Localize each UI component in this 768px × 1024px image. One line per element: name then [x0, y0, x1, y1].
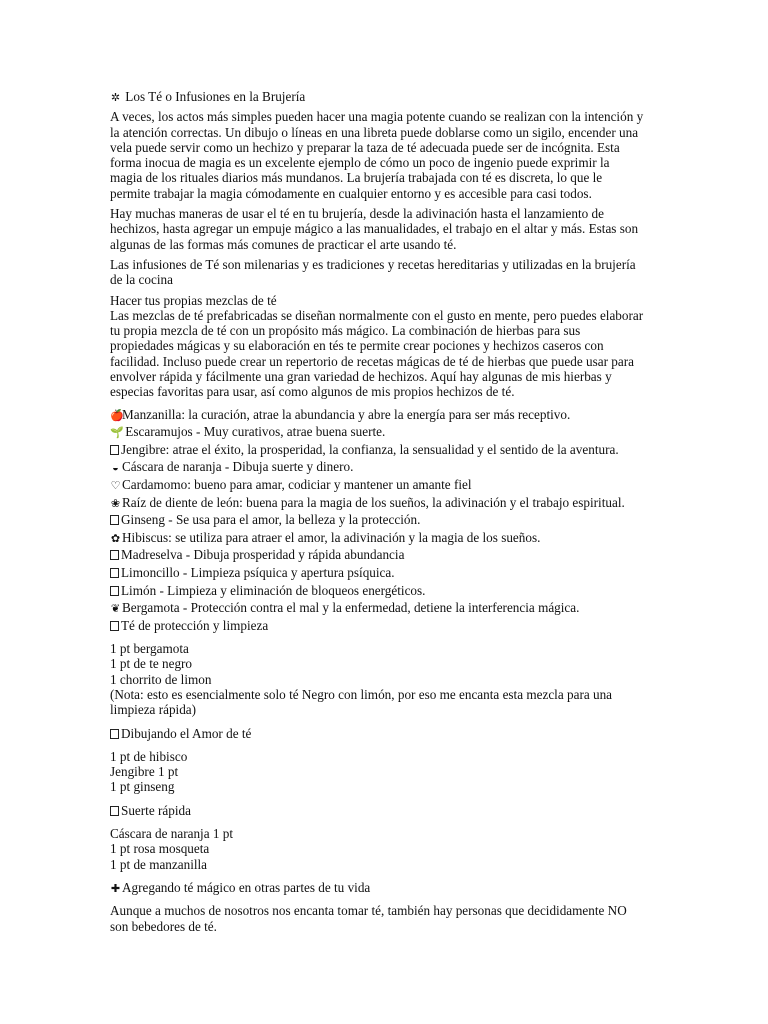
orange-slice-icon: ◒	[112, 462, 119, 475]
list-item	[110, 600, 660, 615]
box-icon	[110, 550, 119, 560]
final-heading: Agregando té mágico en otras partes de tu vida	[122, 879, 371, 895]
list-item	[110, 495, 660, 510]
text-line: Cáscara de naranja 1 pt	[110, 826, 234, 842]
herb-text: Raíz de diente de león: buena para la magia de los sueños, la adivinación y el trabajo espiritual.	[122, 494, 625, 510]
hibiscus-icon: ✿	[110, 532, 121, 545]
list-item	[110, 583, 660, 598]
herb-text: Manzanilla: la curación, atrae la abundancia y abre la energía para ser más receptivo.	[122, 406, 571, 422]
recipe-love-title-row	[110, 726, 660, 741]
recipe-love	[110, 749, 660, 795]
document-title-row	[110, 89, 660, 104]
list-item	[110, 530, 660, 545]
text-line: tu propia mezcla de té con un propósito más mágico. La combinación de hierbas para sus	[110, 323, 581, 339]
sprout-icon: 🌱	[110, 427, 124, 440]
box-icon	[110, 586, 119, 596]
text-line: facilidad. Incluso puede crear un repertorio de recetas mágicas de té de hierbas que puede usar para	[110, 353, 634, 369]
list-item	[110, 547, 660, 562]
box-icon	[110, 568, 119, 578]
text-line: 1 pt ginseng	[110, 779, 175, 795]
recipe-title: Suerte rápida	[121, 802, 191, 818]
text-line: forma inocua de magia es un excelente ejemplo de cómo un poco de ingenio puede exprimir la	[110, 155, 610, 171]
recipe-luck-title-row	[110, 803, 660, 818]
herb-text: Limón - Limpieza y eliminación de bloqueos energéticos.	[121, 582, 426, 598]
recipe-protection	[110, 641, 660, 717]
document-title: Los Té o Infusiones en la Brujería	[125, 89, 306, 104]
herb-text: Cardamomo: bueno para amar, codiciar y mantener un amante fiel	[122, 477, 472, 493]
document-page	[110, 89, 660, 939]
text-line: de la cocina	[110, 272, 173, 288]
text-line: permite trabajar la magia cómodamente en cualquier entorno y es accesible para casi todos.	[110, 185, 592, 201]
leaf-icon: ❦	[110, 603, 121, 616]
herb-text: Limoncillo - Limpieza psíquica y apertura psíquica.	[121, 564, 395, 580]
text-line: limpieza rápida)	[110, 702, 197, 718]
box-icon	[110, 621, 119, 631]
text-line: magia de los rituales diarios más mundanos. La brujería trabajada con té es discreta, lo que le	[110, 170, 603, 186]
text-line: hechizos, hasta agregar un empuje mágico a las manualidades, el trabajo en el altar y más. Estas son	[110, 221, 639, 237]
text-line: 1 chorrito de limon	[110, 671, 212, 687]
recipe-luck	[110, 826, 660, 872]
list-item	[110, 442, 660, 457]
list-item	[110, 459, 660, 474]
text-line: Las infusiones de Té son milenarias y es tradiciones y recetas hereditarias y utilizadas en la brujería	[110, 256, 636, 272]
list-item	[110, 565, 660, 580]
text-line: especias favoritas para usar, así como algunos de mis propios hechizos de té.	[110, 384, 515, 400]
box-icon	[110, 515, 119, 525]
herb-text: Madreselva - Dibuja prosperidad y rápida abundancia	[121, 547, 405, 563]
text-line: 1 pt de hibisco	[110, 748, 188, 764]
text-line: envolver rápida y fácilmente una gran variedad de hechizos. Aquí hay algunas de mis hierbas y	[110, 369, 612, 385]
text-line: 1 pt bergamota	[110, 641, 189, 657]
text-line: 1 pt de te negro	[110, 656, 193, 672]
box-icon	[110, 806, 119, 816]
text-line: son bebedores de té.	[110, 918, 217, 934]
apple-icon: 🍎	[110, 409, 124, 422]
herb-text: Hibiscus: se utiliza para atraer el amor, la adivinación y la magia de los sueños.	[122, 529, 541, 545]
text-line: A veces, los actos más simples pueden hacer una magia potente cuando se realizan con la intención y	[110, 109, 644, 125]
list-item	[110, 424, 660, 439]
text-line: 1 pt de manzanilla	[110, 856, 208, 872]
herb-text: Jengibre: atrae el éxito, la prosperidad, la confianza, la sensualidad y el sentido de la aventura.	[121, 441, 619, 457]
recipe-title: Dibujando el Amor de té	[121, 725, 252, 741]
section-block	[110, 293, 660, 400]
pod-icon: ♡	[110, 480, 121, 493]
final-heading-row	[110, 880, 660, 895]
list-item	[110, 477, 660, 492]
list-item	[110, 618, 660, 633]
list-item	[110, 512, 660, 527]
herb-text: Bergamota - Protección contra el mal y la enfermedad, detiene la interferencia mágica.	[122, 600, 580, 616]
cross-icon: ✚	[110, 882, 121, 895]
herb-text: Escaramujos - Muy curativos, atrae buena suerte.	[122, 424, 386, 440]
box-icon	[110, 729, 119, 739]
flower-icon: ❀	[110, 497, 121, 510]
text-line: Las mezclas de té prefabricadas se diseñan normalmente con el gusto en mente, pero puedes elaborar	[110, 307, 644, 323]
list-item	[110, 407, 660, 422]
herb-text: Ginseng - Se usa para el amor, la belleza y la protección.	[121, 512, 421, 528]
herb-text: Té de protección y limpieza	[121, 617, 269, 633]
text-line: vela puede servir como un hechizo y preparar la taza de té adecuada puede ser de incógnita. Esta	[110, 139, 620, 155]
text-line: 1 pt rosa mosqueta	[110, 841, 210, 857]
text-line: algunas de las formas más comunes de practicar el arte usando té.	[110, 236, 457, 252]
intro-paragraph-1	[110, 109, 660, 201]
herb-list	[110, 407, 660, 633]
box-icon	[110, 445, 119, 455]
text-line: la atención correctas. Un dibujo o líneas en una libreta puede doblarse como un sigilo, encender una	[110, 124, 639, 140]
sparkle-icon: ✲	[110, 92, 121, 104]
final-paragraph	[110, 903, 660, 934]
intro-paragraph-3	[110, 257, 660, 288]
text-line: (Nota: esto es esencialmente solo té Negro con limón, por eso me encanta esta mezcla para una	[110, 686, 613, 702]
intro-paragraph-2	[110, 206, 660, 252]
text-line: Hay muchas maneras de usar el té en tu brujería, desde la adivinación hasta el lanzamiento de	[110, 206, 604, 222]
section-heading: Hacer tus propias mezclas de té	[110, 292, 277, 308]
text-line: Jengibre 1 pt	[110, 764, 179, 780]
herb-text: Cáscara de naranja - Dibuja suerte y dinero.	[122, 459, 354, 475]
text-line: Aunque a muchos de nosotros nos encanta tomar té, también hay personas que decididamente NO	[110, 903, 627, 919]
text-line: propiedades mágicas y su elaboración en tés te permite crear pociones y hechizos caseros con	[110, 338, 604, 354]
